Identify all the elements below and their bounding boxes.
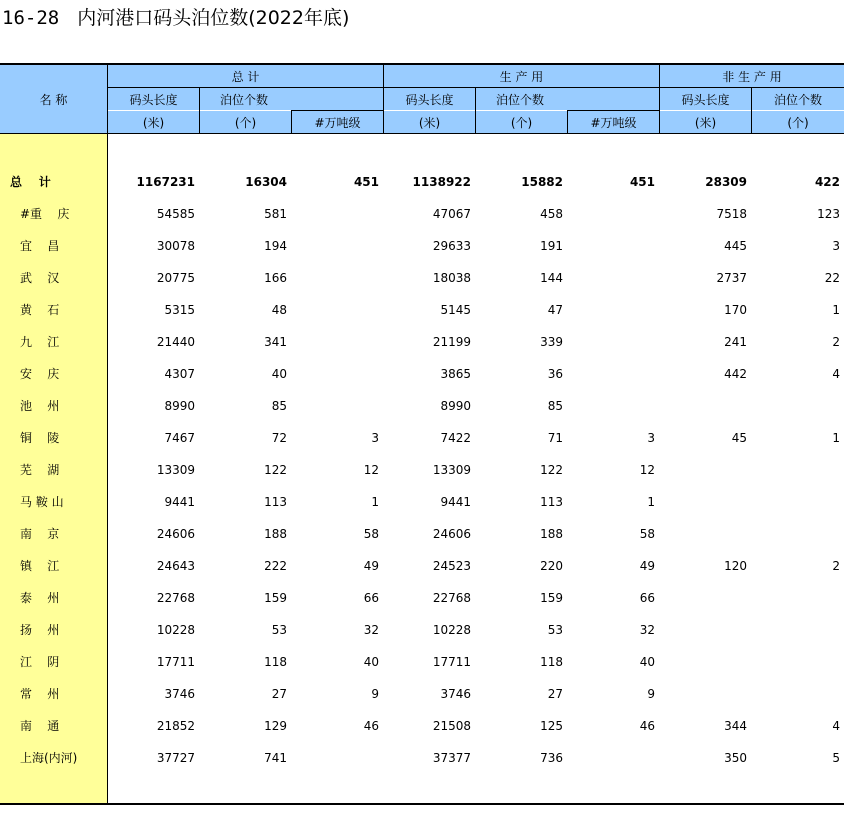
cell-total-len: 20775 — [156, 271, 195, 285]
cell-total-len: 10228 — [156, 623, 195, 637]
cell-total-wan: 66 — [363, 591, 379, 605]
cell-prod-len: 24606 — [432, 527, 471, 541]
row-name: 池 州 — [20, 399, 60, 413]
cell-total-wan: 32 — [363, 623, 379, 637]
grid-line — [751, 88, 752, 134]
cell-prod-len: 29633 — [432, 239, 471, 253]
header-group-production: 生 产 用 — [384, 65, 659, 87]
grid-line — [291, 110, 383, 111]
row-name: 九 江 — [20, 335, 60, 349]
cell-total-berths: 159 — [264, 591, 287, 605]
header-total-length-unit: (米) — [108, 111, 199, 134]
cell-non-len: 241 — [724, 335, 747, 349]
cell-non-berths: 1 — [832, 303, 840, 317]
grid-line — [475, 88, 476, 134]
cell-prod-berths: 53 — [547, 623, 563, 637]
cell-prod-len: 10228 — [432, 623, 471, 637]
cell-non-len: 2737 — [716, 271, 747, 285]
cell-non-len: 445 — [724, 239, 747, 253]
cell-total-berths: 85 — [271, 399, 287, 413]
cell-total-len: 3746 — [164, 687, 195, 701]
cell-total-wan: 46 — [363, 719, 379, 733]
table-row — [0, 422, 844, 454]
row-name: 安 庆 — [20, 367, 60, 381]
cell-total-len: 8990 — [164, 399, 195, 413]
cell-prod-berths: 118 — [540, 655, 563, 669]
cell-prod-len: 3865 — [440, 367, 471, 381]
cell-total-len: 9441 — [164, 495, 195, 509]
cell-prod-berths: 15882 — [521, 175, 563, 189]
cell-prod-wan: 40 — [639, 655, 655, 669]
cell-total-berths: 72 — [271, 431, 287, 445]
cell-prod-berths: 339 — [540, 335, 563, 349]
cell-total-berths: 118 — [264, 655, 287, 669]
cell-prod-len: 37377 — [432, 751, 471, 765]
cell-total-berths: 113 — [264, 495, 287, 509]
table-row — [0, 486, 844, 518]
grid-line — [291, 110, 292, 134]
cell-non-berths: 3 — [832, 239, 840, 253]
cell-prod-wan: 66 — [639, 591, 655, 605]
row-name: 常 州 — [20, 687, 60, 701]
table-row — [0, 198, 844, 230]
cell-total-berths: 222 — [264, 559, 287, 573]
cell-non-len: 120 — [724, 559, 747, 573]
cell-non-berths: 2 — [832, 335, 840, 349]
cell-total-len: 24606 — [156, 527, 195, 541]
header-total-berths: 泊位个数 — [200, 88, 383, 110]
table-number: 16-28 — [2, 7, 60, 29]
cell-total-len: 21440 — [156, 335, 195, 349]
grid-line — [659, 65, 660, 134]
table-row — [0, 294, 844, 326]
cell-prod-berths: 188 — [540, 527, 563, 541]
cell-prod-berths: 47 — [547, 303, 563, 317]
row-name: #重 庆 — [20, 207, 70, 221]
cell-prod-len: 13309 — [432, 463, 471, 477]
cell-total-wan: 49 — [363, 559, 379, 573]
header-prod-length-unit: (米) — [384, 111, 475, 134]
cell-total-berths: 16304 — [245, 175, 287, 189]
header-prod-wan: #万吨级 — [568, 111, 659, 134]
table-row — [0, 614, 844, 646]
grid-line — [383, 65, 384, 134]
cell-total-len: 5315 — [164, 303, 195, 317]
header-total-wan: #万吨级 — [292, 111, 383, 134]
cell-prod-len: 47067 — [432, 207, 471, 221]
row-name: 黄 石 — [20, 303, 60, 317]
row-name: 南 通 — [20, 719, 60, 733]
cell-total-len: 30078 — [156, 239, 195, 253]
table-row — [0, 262, 844, 294]
header-non-length: 码头长度 — [660, 88, 751, 110]
row-name: 上海(内河) — [20, 751, 78, 765]
table-row — [0, 326, 844, 358]
cell-total-len: 37727 — [156, 751, 195, 765]
cell-total-wan: 451 — [353, 175, 379, 189]
cell-prod-len: 7422 — [440, 431, 471, 445]
table-bottom-rule — [0, 803, 844, 805]
table-row — [0, 710, 844, 742]
cell-total-wan: 1 — [371, 495, 379, 509]
cell-total-berths: 194 — [264, 239, 287, 253]
cell-total-len: 7467 — [164, 431, 195, 445]
cell-total-berths: 741 — [264, 751, 287, 765]
table-row — [0, 166, 844, 198]
cell-prod-berths: 191 — [540, 239, 563, 253]
grid-line — [199, 88, 200, 134]
cell-prod-wan: 9 — [647, 687, 655, 701]
cell-prod-berths: 71 — [547, 431, 563, 445]
cell-prod-len: 24523 — [432, 559, 471, 573]
cell-prod-berths: 144 — [540, 271, 563, 285]
table-row — [0, 230, 844, 262]
row-name: 芜 湖 — [20, 463, 60, 477]
grid-line — [567, 110, 659, 111]
cell-non-len: 350 — [724, 751, 747, 765]
page-title — [2, 2, 349, 34]
cell-prod-wan: 3 — [647, 431, 655, 445]
row-name: 江 阴 — [20, 655, 60, 669]
cell-non-berths: 422 — [814, 175, 840, 189]
row-name: 泰 州 — [20, 591, 60, 605]
cell-prod-len: 8990 — [440, 399, 471, 413]
header-non-length-unit: (米) — [660, 111, 751, 134]
cell-total-len: 1167231 — [136, 175, 195, 189]
cell-total-len: 4307 — [164, 367, 195, 381]
grid-line — [108, 87, 844, 88]
cell-prod-len: 9441 — [440, 495, 471, 509]
cell-prod-berths: 122 — [540, 463, 563, 477]
header-group-total: 总 计 — [108, 65, 383, 87]
cell-total-wan: 3 — [371, 431, 379, 445]
cell-prod-wan: 12 — [639, 463, 655, 477]
row-name: 南 京 — [20, 527, 60, 541]
cell-prod-berths: 113 — [540, 495, 563, 509]
cell-prod-berths: 159 — [540, 591, 563, 605]
table-row — [0, 742, 844, 774]
cell-total-len: 21852 — [156, 719, 195, 733]
cell-prod-wan: 32 — [639, 623, 655, 637]
grid-line — [567, 110, 568, 134]
cell-non-len: 28309 — [705, 175, 747, 189]
cell-total-berths: 40 — [271, 367, 287, 381]
cell-prod-wan: 46 — [639, 719, 655, 733]
table-row — [0, 582, 844, 614]
table-row — [0, 646, 844, 678]
cell-non-len: 170 — [724, 303, 747, 317]
cell-prod-wan: 58 — [639, 527, 655, 541]
header-prod-length: 码头长度 — [384, 88, 475, 110]
row-name: 宜 昌 — [20, 239, 60, 253]
cell-total-len: 13309 — [156, 463, 195, 477]
row-name: 马 鞍 山 — [20, 495, 64, 509]
cell-prod-wan: 451 — [629, 175, 655, 189]
cell-total-len: 17711 — [156, 655, 195, 669]
header-prod-berths: 泊位个数 — [476, 88, 659, 110]
header-group-nonproduction: 非 生 产 用 — [660, 65, 844, 87]
cell-total-len: 22768 — [156, 591, 195, 605]
cell-prod-wan: 49 — [639, 559, 655, 573]
cell-non-len: 344 — [724, 719, 747, 733]
table-row — [0, 454, 844, 486]
cell-total-len: 54585 — [156, 207, 195, 221]
cell-non-berths: 22 — [824, 271, 840, 285]
table-row — [0, 678, 844, 710]
cell-total-berths: 341 — [264, 335, 287, 349]
cell-total-berths: 166 — [264, 271, 287, 285]
row-name: 武 汉 — [20, 271, 60, 285]
cell-total-berths: 581 — [264, 207, 287, 221]
cell-total-berths: 27 — [271, 687, 287, 701]
cell-prod-len: 21199 — [432, 335, 471, 349]
cell-total-wan: 12 — [363, 463, 379, 477]
table-row — [0, 518, 844, 550]
table-title: 内河港口码头泊位数(2022年底) — [77, 7, 350, 29]
header-total-berths-unit: (个) — [200, 111, 291, 134]
cell-non-len: 45 — [731, 431, 747, 445]
row-name: 扬 州 — [20, 623, 60, 637]
cell-non-berths: 4 — [832, 719, 840, 733]
cell-total-wan: 40 — [363, 655, 379, 669]
cell-total-berths: 48 — [271, 303, 287, 317]
cell-prod-berths: 458 — [540, 207, 563, 221]
table-row — [0, 358, 844, 390]
cell-total-berths: 122 — [264, 463, 287, 477]
grid-line — [0, 133, 844, 134]
cell-total-wan: 58 — [363, 527, 379, 541]
cell-non-len: 7518 — [716, 207, 747, 221]
cell-non-berths: 5 — [832, 751, 840, 765]
cell-total-berths: 129 — [264, 719, 287, 733]
cell-prod-berths: 85 — [547, 399, 563, 413]
cell-total-berths: 188 — [264, 527, 287, 541]
cell-prod-len: 22768 — [432, 591, 471, 605]
cell-total-berths: 53 — [271, 623, 287, 637]
cell-prod-len: 3746 — [440, 687, 471, 701]
cell-prod-len: 17711 — [432, 655, 471, 669]
cell-prod-wan: 1 — [647, 495, 655, 509]
cell-non-len: 442 — [724, 367, 747, 381]
cell-non-berths: 1 — [832, 431, 840, 445]
header-non-berths-unit: (个) — [752, 111, 844, 134]
header-non-berths: 泊位个数 — [752, 88, 844, 110]
cell-non-berths: 123 — [817, 207, 840, 221]
row-name: 镇 江 — [20, 559, 60, 573]
header-prod-berths-unit: (个) — [476, 111, 567, 134]
cell-non-berths: 2 — [832, 559, 840, 573]
cell-prod-len: 18038 — [432, 271, 471, 285]
cell-prod-len: 1138922 — [412, 175, 471, 189]
cell-prod-berths: 125 — [540, 719, 563, 733]
table-row — [0, 550, 844, 582]
cell-prod-berths: 736 — [540, 751, 563, 765]
cell-prod-berths: 27 — [547, 687, 563, 701]
table-row — [0, 390, 844, 422]
cell-prod-berths: 36 — [547, 367, 563, 381]
cell-prod-berths: 220 — [540, 559, 563, 573]
cell-total-len: 24643 — [156, 559, 195, 573]
cell-prod-len: 5145 — [440, 303, 471, 317]
cell-prod-len: 21508 — [432, 719, 471, 733]
cell-non-berths: 4 — [832, 367, 840, 381]
row-name: 总 计 — [10, 175, 51, 189]
cell-total-wan: 9 — [371, 687, 379, 701]
row-name: 铜 陵 — [20, 431, 60, 445]
header-total-length: 码头长度 — [108, 88, 199, 110]
header-name: 名 称 — [0, 65, 107, 134]
